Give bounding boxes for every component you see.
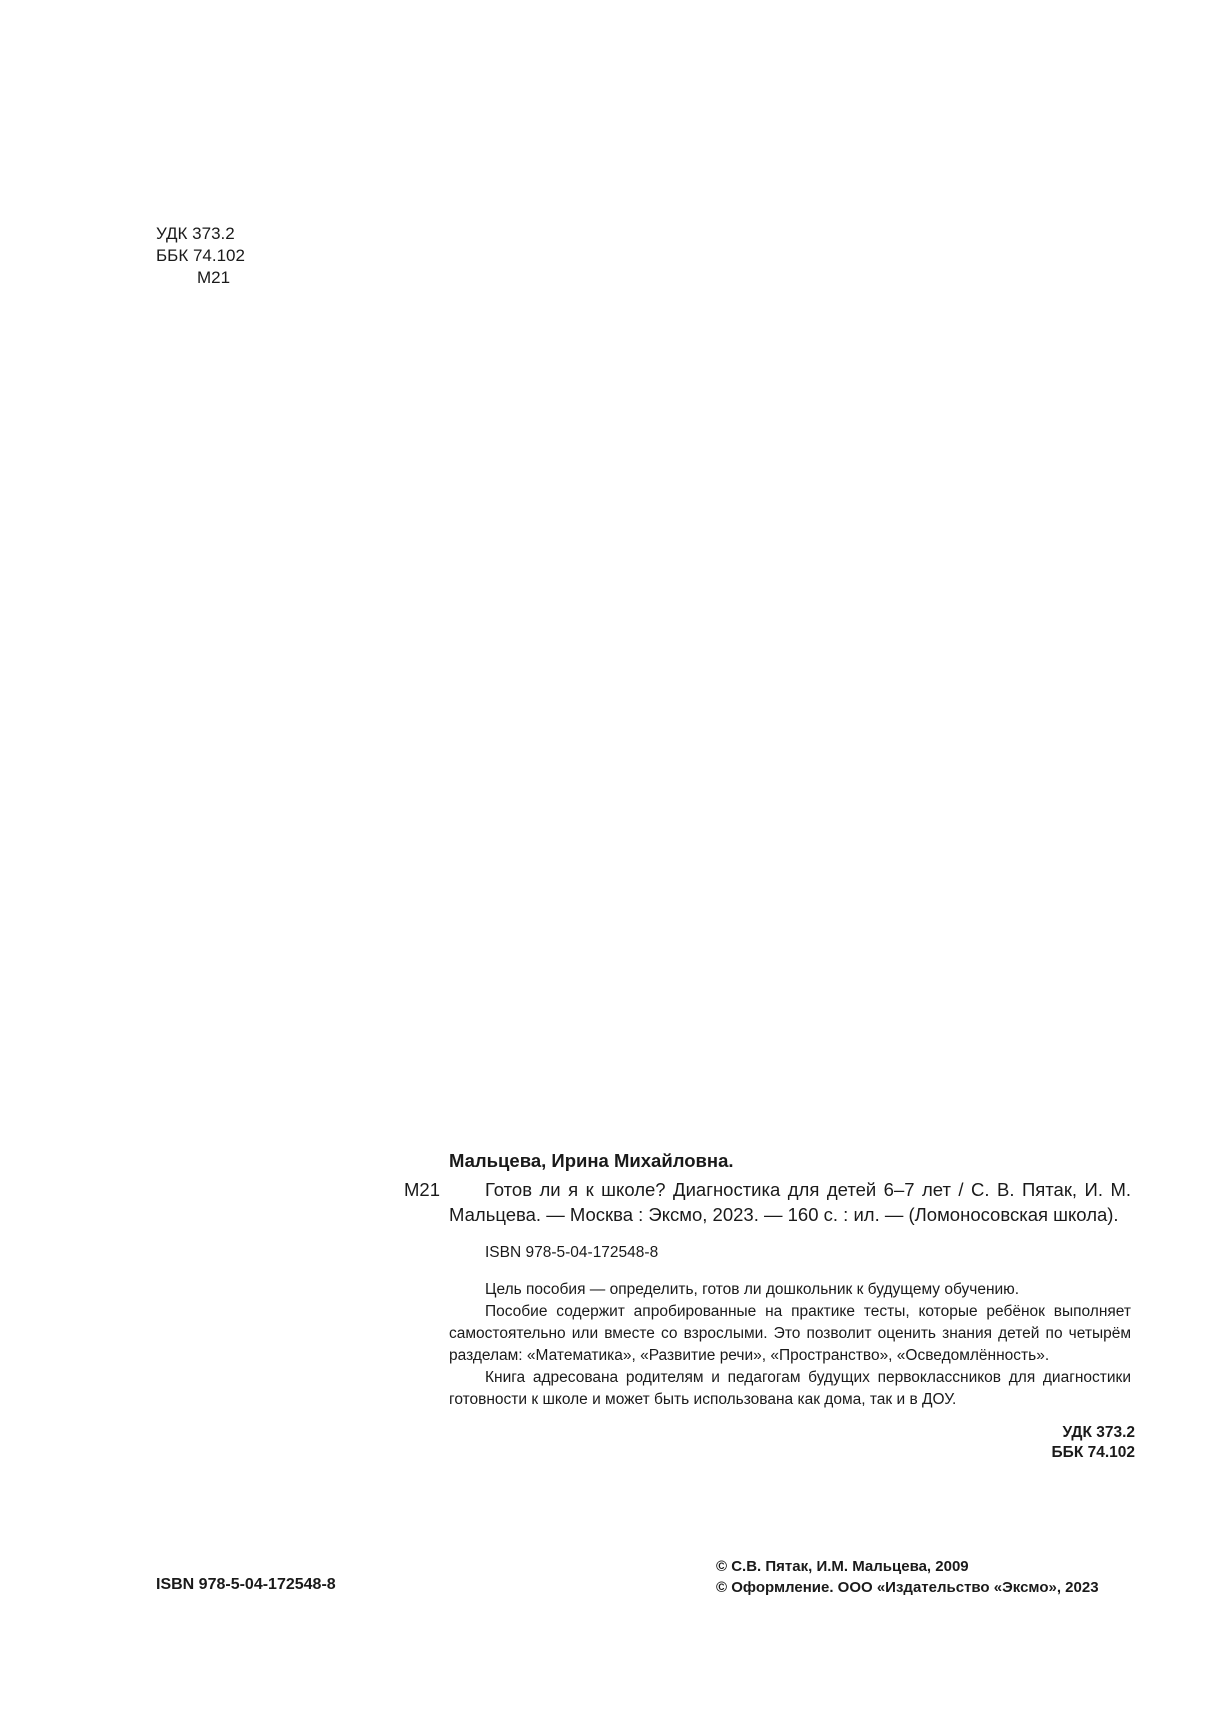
- card-bbk: ББК 74.102: [1051, 1444, 1135, 1461]
- abstract-paragraph: Цель пособия — определить, готов ли дошкольник к будущему обучению.: [485, 1281, 1020, 1298]
- author-heading: Мальцева, Ирина Михайловна.: [449, 1150, 734, 1171]
- catalog-card: [404, 1148, 1135, 1463]
- copyright-publisher: © Оформление. ООО «Издательство «Эксмо», 2023: [716, 1579, 1099, 1596]
- abstract-paragraph: Книга адресована родителям и педагогам будущих первоклассников для диагностики готовности к школе и может быть использована как дома, так и в ДОУ.: [449, 1369, 1131, 1408]
- bottom-isbn: ISBN 978-5-04-172548-8: [156, 1576, 336, 1593]
- udk-code: УДК 373.2: [156, 224, 235, 243]
- copyright-authors: © С.В. Пятак, И.М. Мальцева, 2009: [716, 1558, 969, 1575]
- abstract-paragraph: Пособие содержит апробированные на практике тесты, которые ребёнок выполняет самостоятельно или вместе со взрослыми. Это позволит оценить знания детей по четырём разделам: «Математика», «Развитие речи», «Пространство», «Осведомлённость».: [449, 1303, 1131, 1364]
- top-classification-block: [156, 223, 245, 289]
- card-isbn: ISBN 978-5-04-172548-8: [485, 1244, 659, 1261]
- copyright-block: [716, 1556, 1099, 1598]
- bbk-code: ББК 74.102: [156, 246, 245, 265]
- card-author-mark: М21: [404, 1179, 440, 1200]
- card-classification-codes: [404, 1423, 1135, 1463]
- bibliographic-entry: [404, 1177, 1131, 1227]
- abstract: [449, 1279, 1131, 1411]
- author-mark: М21: [197, 268, 231, 287]
- card-udk: УДК 373.2: [1062, 1424, 1135, 1441]
- bibliographic-description: Готов ли я к школе? Диагностика для детей 6–7 лет / С. В. Пятак, И. М. Мальцева. — Москва : Эксмо, 2023. — 160 с. : ил. — (Ломоносовская школа).: [449, 1179, 1131, 1225]
